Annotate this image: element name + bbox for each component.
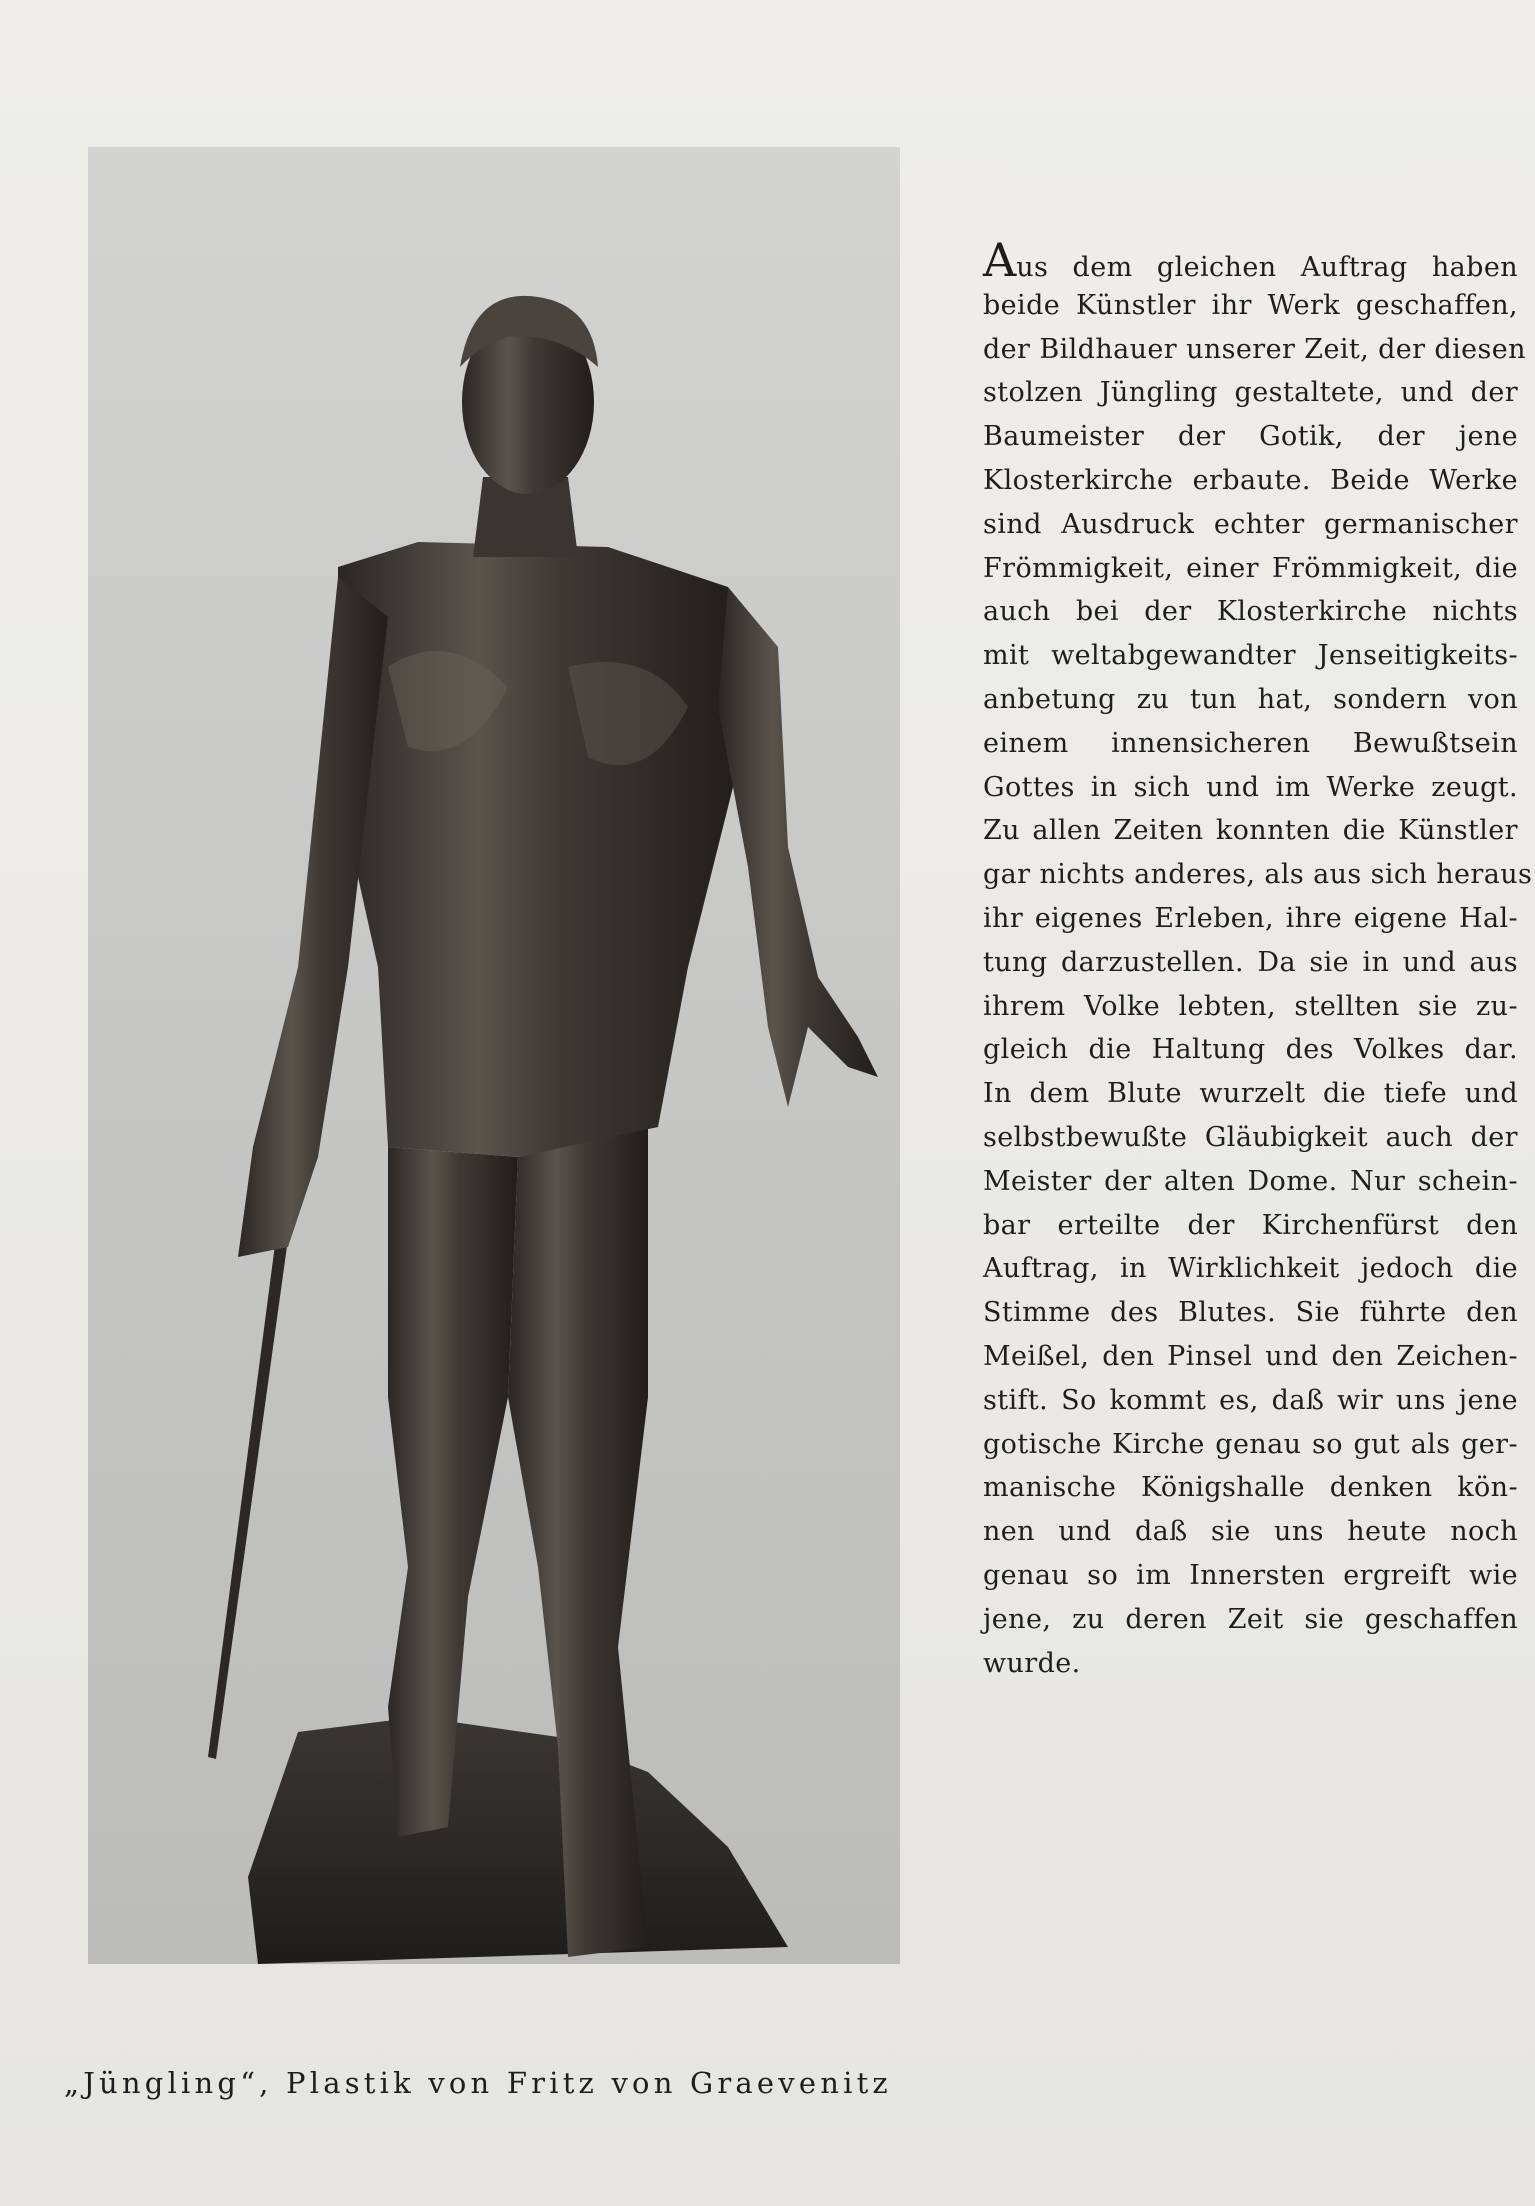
drop-cap: A bbox=[983, 233, 1017, 287]
body-text bbox=[983, 233, 1533, 1685]
text-line: stolzen Jüngling gestaltete, und der bbox=[983, 377, 1518, 409]
text-line: Frömmigkeit, einer Frömmigkeit, die bbox=[983, 552, 1518, 584]
text-line: manische Königshalle denken kön- bbox=[983, 1472, 1518, 1504]
text-line: ihr eigenes Erleben, ihre eigene Hal- bbox=[983, 902, 1518, 934]
text-line: mit weltabgewandter Jenseitigkeits- bbox=[983, 640, 1518, 672]
text-line: auch bei der Klosterkirche nichts bbox=[983, 596, 1518, 628]
text-line: ihrem Volke lebten, stellten sie zu- bbox=[983, 990, 1518, 1022]
text-line: In dem Blute wurzelt die tiefe und bbox=[983, 1078, 1518, 1110]
text-line: der Bildhauer unserer Zeit, der diesen bbox=[983, 333, 1526, 365]
text-line: Stimme des Blutes. Sie führte den bbox=[983, 1297, 1518, 1329]
text-line: bar erteilte der Kirchenfürst den bbox=[983, 1209, 1518, 1241]
text-line: tung darzustellen. Da sie in und aus bbox=[983, 946, 1518, 978]
text-line: gar nichts anderes, als aus sich heraus bbox=[983, 859, 1533, 891]
text-line: Zu allen Zeiten konnten die Künstler bbox=[983, 815, 1518, 847]
text-line: genau so im Innersten ergreift wie bbox=[983, 1559, 1518, 1591]
text-line: gleich die Haltung des Volkes dar. bbox=[983, 1034, 1518, 1066]
photo-caption: „Jüngling“, Plastik von Fritz von Graevenitz bbox=[64, 2066, 892, 2100]
text-line: Baumeister der Gotik, der jene bbox=[983, 421, 1518, 453]
statue-figure bbox=[88, 147, 900, 1964]
text-line: Meißel, den Pinsel und den Zeichen- bbox=[983, 1340, 1518, 1372]
text-line: stift. So kommt es, daß wir uns jene bbox=[983, 1384, 1518, 1416]
text-line: Klosterkirche erbaute. Beide Werke bbox=[983, 464, 1518, 496]
text-line: Gottes in sich und im Werke zeugt. bbox=[983, 771, 1518, 803]
text-line: wurde. bbox=[983, 1647, 1081, 1679]
text-line: Auftrag, in Wirklichkeit jedoch die bbox=[983, 1253, 1518, 1285]
text-line: sind Ausdruck echter germanischer bbox=[983, 508, 1518, 540]
text-line: Aus dem gleichen Auftrag haben bbox=[983, 233, 1518, 287]
statue-photograph bbox=[88, 147, 900, 1964]
text-line: jene, zu deren Zeit sie geschaffen bbox=[983, 1603, 1518, 1635]
text-line: anbetung zu tun hat, sondern von bbox=[983, 683, 1518, 715]
text-line: beide Künstler ihr Werk geschaffen, bbox=[983, 289, 1518, 321]
text-line: gotische Kirche genau so gut als ger- bbox=[983, 1428, 1518, 1460]
text-line: einem innensicheren Bewußtsein bbox=[983, 727, 1518, 759]
text-line: Meister der alten Dome. Nur schein- bbox=[983, 1165, 1518, 1197]
text-line: nen und daß sie uns heute noch bbox=[983, 1516, 1518, 1548]
text-line: selbstbewußte Gläubigkeit auch der bbox=[983, 1121, 1518, 1153]
